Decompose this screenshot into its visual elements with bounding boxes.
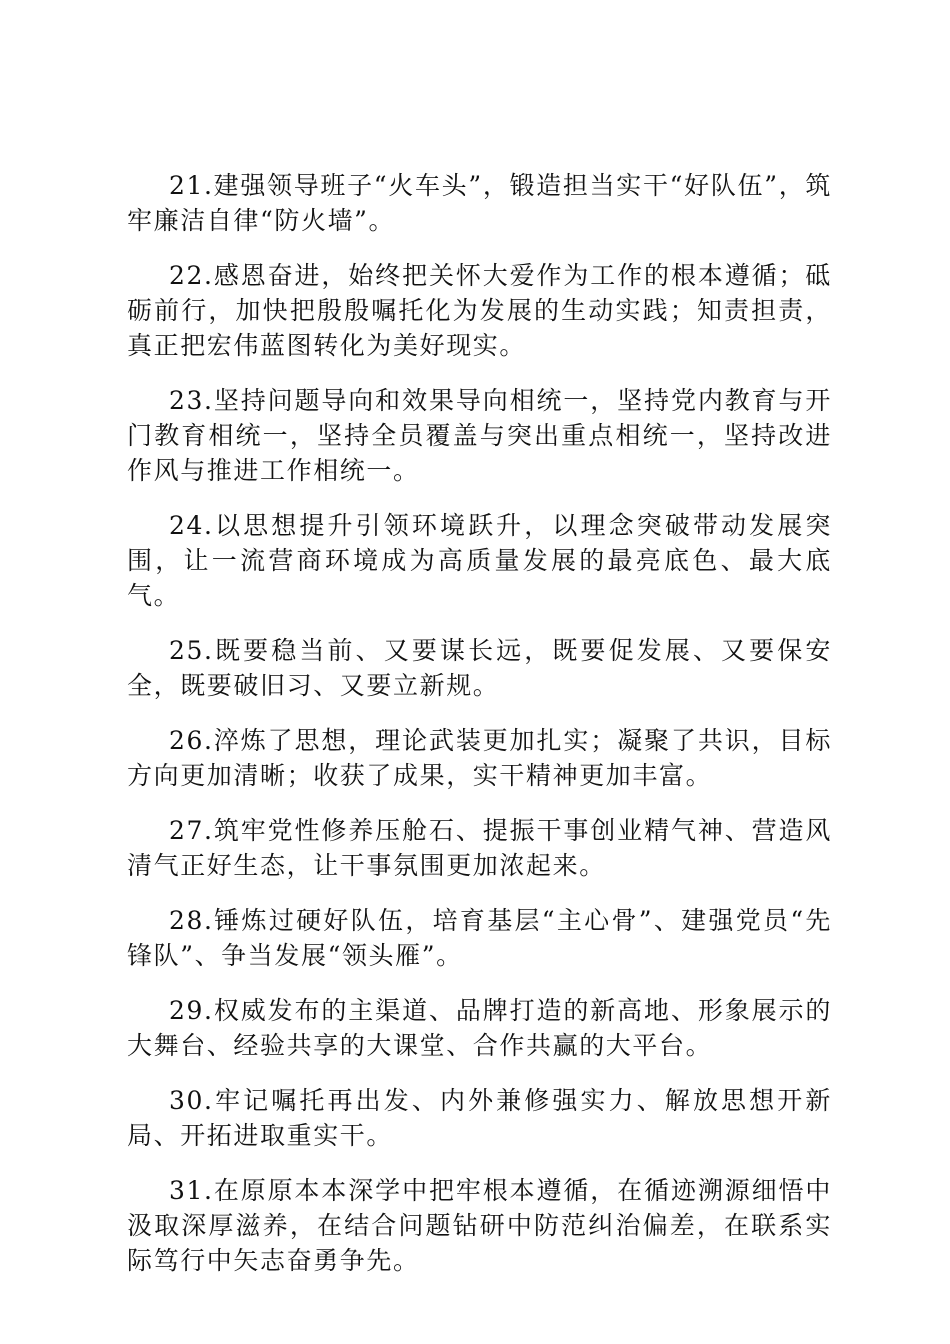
paragraph-25: 25.既要稳当前、又要谋长远，既要促发展、又要保安全，既要破旧习、又要立新规。	[127, 636, 832, 700]
paragraph-31: 31.在原原本本深学中把牢根本遵循，在循迹溯源细悟中汲取深厚滋养，在结合问题钻研中防范纠治偏差，在联系实际笃行中矢志奋勇争先。	[127, 1176, 832, 1275]
paragraph-21: 21.建强领导班子“火车头”，锻造担当实干“好队伍”，筑牢廉洁自律“防火墙”。	[127, 171, 832, 235]
paragraph-24: 24.以思想提升引领环境跃升，以理念突破带动发展突围，让一流营商环境成为高质量发展的最亮底色、最大底气。	[127, 511, 832, 610]
paragraph-28: 28.锤炼过硬好队伍，培育基层“主心骨”、建强党员“先锋队”、争当发展“领头雁”。	[127, 906, 832, 970]
document-body	[127, 168, 832, 1298]
paragraph-23: 23.坚持问题导向和效果导向相统一，坚持党内教育与开门教育相统一，坚持全员覆盖与突出重点相统一，坚持改进作风与推进工作相统一。	[127, 386, 832, 485]
paragraph-27: 27.筑牢党性修养压舱石、提振干事创业精气神、营造风清气正好生态，让干事氛围更加浓起来。	[127, 816, 832, 880]
paragraph-26: 26.淬炼了思想，理论武装更加扎实；凝聚了共识，目标方向更加清晰；收获了成果，实干精神更加丰富。	[127, 726, 832, 790]
paragraph-29: 29.权威发布的主渠道、品牌打造的新高地、形象展示的大舞台、经验共享的大课堂、合作共赢的大平台。	[127, 996, 832, 1060]
paragraph-30: 30.牢记嘱托再出发、内外兼修强实力、解放思想开新局、开拓进取重实干。	[127, 1086, 832, 1150]
paragraph-22: 22.感恩奋进，始终把关怀大爱作为工作的根本遵循；砥砺前行，加快把殷殷嘱托化为发展的生动实践；知责担责，真正把宏伟蓝图转化为美好现实。	[127, 261, 832, 360]
